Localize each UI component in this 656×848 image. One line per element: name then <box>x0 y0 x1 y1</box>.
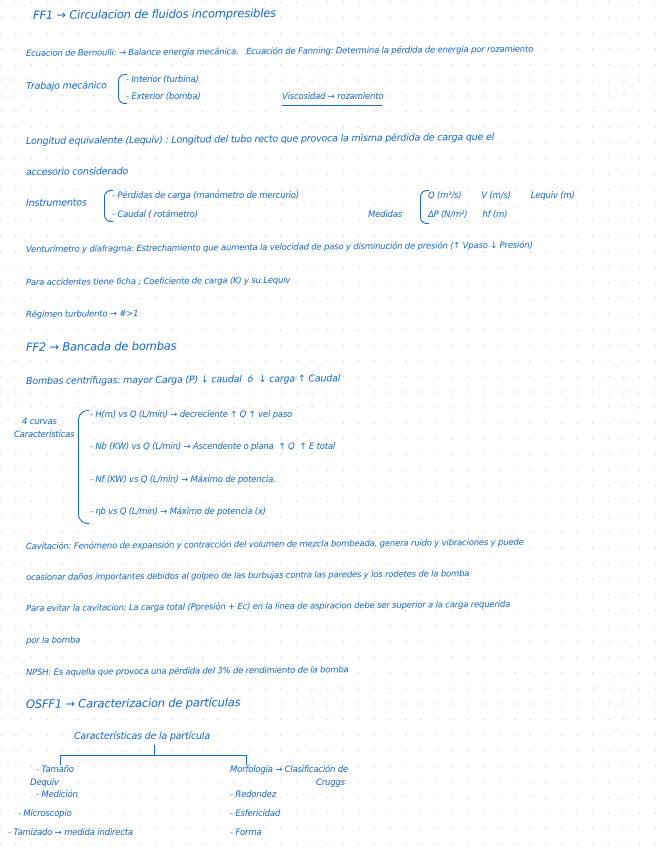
tree-branch-right <box>246 755 247 765</box>
item-morfologia: Morfología → Clasificación de <box>230 765 348 775</box>
item-medidas-caudal-velocidad-lequiv: Q (m³/s) V (m/s) Lequiv (m) <box>428 191 575 201</box>
label-cuatro-curvas: 4 curvas <box>22 417 57 427</box>
line-regimen-turbulento: Régimen turbulento → #>1 <box>25 309 139 320</box>
tree-stem <box>154 745 155 755</box>
line-npsh: NPSH: Es aquella que provoca una pérdida del 3% de rendimiento de la bomba <box>25 665 349 678</box>
item-perdidas-carga: - Pérdidas de carga (manómetro de mercurio) <box>112 191 299 201</box>
note-viscosidad: Viscosidad → rozamiento <box>282 92 384 102</box>
brace-curvas-caracteristicas <box>78 410 89 524</box>
item-tamizado: - Tamizado → medida indirecta <box>8 828 133 838</box>
item-medicion: - Medición <box>36 790 78 800</box>
item-medidas-presion-hf: ΔP (N/m²) hf (m) <box>428 210 508 220</box>
heading-ff2: FF2 → Bancada de bombas <box>25 338 177 354</box>
curve-eta-vs-q: - ηb vs Q (L/min) → Máximo de potencia (x) <box>90 507 266 517</box>
line-evitar-cavitacion: Para evitar la cavitacion: La carga total (Ppresión + Ec) en la linea de aspiracion debe ser superior a la carga requerida <box>25 599 511 614</box>
underline-viscosidad <box>282 105 382 106</box>
heading-osff1: OSFF1 → Caracterizacion de partículas <box>25 695 241 711</box>
line-cavitacion-danos: ocasionar daños importantes debidos al golpeo de las burbujas contra las paredes y los rodetes de la bomba <box>25 569 470 583</box>
label-instrumentos: Instrumentos <box>25 197 87 209</box>
item-trabajo-exterior: - Exterior (bomba) <box>126 92 201 102</box>
line-cavitacion-def: Cavitación: Fenómeno de expansión y contracción del volumen de mezcla bombeada, genera ruido y vibraciones y puede <box>25 537 524 552</box>
line-longitud-equivalente: Longitud equivalente (Lequiv) : Longitud del tubo recto que provoca la misma pérdida de carga que el <box>25 131 495 147</box>
line-accidentes-ficha: Para accidentes tiene ficha ; Coeficiente de carga (K) y su Lequiv <box>25 275 291 288</box>
tree-branch-bar <box>60 755 246 756</box>
line-bombas-centrifugas: Bombas centrífugas: mayor Carga (P) ↓ caudal ó ↓ carga ↑ Caudal <box>25 373 341 387</box>
item-esfericidad: - Esfericidad <box>230 809 281 819</box>
diagram-title-caracteristicas-particula: Características de la partícula <box>74 731 210 742</box>
line-venturimetro-diafragma: Venturímetro y diafragma: Estrechamiento que aumenta la velocidad de paso y disminución de presión (↑ Vpaso ↓ Presión) <box>25 240 533 255</box>
label-trabajo-mecanico: Trabajo mecánico <box>25 80 107 92</box>
curve-nb-vs-q: - Nb (KW) vs Q (L/min) → Ascendente o plana ↑ Q ↑ E total <box>90 442 336 452</box>
label-medidas: Medidas <box>368 210 402 220</box>
line-bernoulli: Ecuacion de Bernoulli: → Balance energia mecánica. Ecuación de Fanning: Determina la pérdida de energía por rozamiento <box>25 44 534 59</box>
item-caudal: - Caudal ( rotámetro) <box>112 210 198 220</box>
line-accesorio-considerado: accesorio considerado <box>25 166 129 178</box>
item-forma: - Forma <box>230 828 262 838</box>
item-trabajo-interior: - Interior (turbina) <box>126 75 199 85</box>
label-caracteristicas: Características <box>14 430 75 440</box>
line-por-la-bomba: por la bomba <box>25 635 81 646</box>
item-cruggs: Cruggs <box>316 778 345 788</box>
curve-nf-vs-q: - Nf (KW) vs Q (L/min) → Máximo de potencia. <box>90 475 276 485</box>
tree-branch-left <box>60 755 61 765</box>
item-microscopio: - Microscopio <box>18 809 72 819</box>
item-dequiv: Dequiv <box>30 778 59 788</box>
item-tamano: - Tamaño <box>36 765 74 775</box>
curve-h-vs-q: - H(m) vs Q (L/min) → decreciente ↑ Q ↑ vel paso <box>90 410 293 420</box>
item-redondez: - Redondez <box>230 790 276 800</box>
heading-ff1: FF1 → Circulacion de fluidos incompresibles <box>32 5 276 22</box>
